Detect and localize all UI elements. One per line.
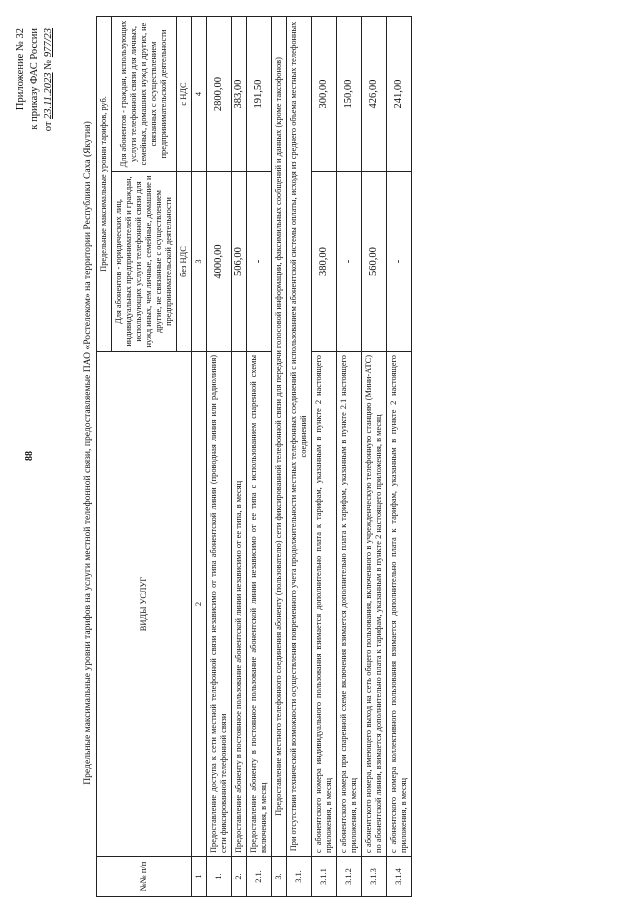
index-cell: 3 (192, 172, 207, 352)
row-service: с абонентского номера индивидуального пользования взимается дополнительно плата к тарифам, указанным в пункте 2 настоящего приложения, в месяц (312, 352, 337, 857)
appendix-date-line (42, 28, 56, 131)
row-price-with-vat: 150,00 (337, 16, 362, 171)
table-row (387, 16, 412, 896)
col-levels-header: Предельные максимальные уровни тарифов, руб. (97, 16, 112, 351)
row-number: 3.1.3 (362, 857, 387, 897)
header-row-1 (97, 16, 112, 896)
index-cell: 1 (192, 857, 207, 897)
row-price-no-vat: - (337, 172, 362, 352)
row-service: Предоставление абоненту в постоянное пользование абонентской линии независимо от ее типа, в месяц (232, 352, 247, 857)
index-row (192, 16, 207, 896)
col-citizens-header: Для абонентов - граждан, использующих услуги телефонной связи для личных, семейных, домашних нужд и других, не связанных с осуществлением предпринимательской деятельности (112, 16, 177, 171)
row-price-with-vat: 383,00 (232, 16, 247, 171)
sub-with-vat: с НДС (177, 16, 192, 171)
date-prefix: от (43, 121, 54, 132)
row-price-no-vat: 560,00 (362, 172, 387, 352)
index-cell: 2 (192, 352, 207, 857)
row-service: с абонентского номера при спаренной схеме включения взимается дополнительно плата к тарифам, указанным в пункте 2.1 настоящего приложения, в месяц (337, 352, 362, 857)
row-number: 1. (207, 857, 232, 897)
tariff-table (96, 16, 412, 897)
appendix-title: Приложение № 32 (15, 28, 26, 111)
handwritten-date: 23.11.2023 (43, 72, 54, 119)
table-row (232, 16, 247, 896)
row-number: 2.1. (247, 857, 272, 897)
section-number: 3. (272, 857, 287, 897)
index-cell: 4 (192, 16, 207, 171)
row-price-no-vat: 380,00 (312, 172, 337, 352)
table-row (312, 16, 337, 896)
row-service: Предоставление доступа к сети местной телефонной связи независимо от типа абонентской линии (проводная линия или радиолиния) сети фиксированной телефонной связи (207, 352, 232, 857)
col-legal-header: Для абонентов - юридических лиц, индивидуальных предпринимателей и граждан, использующих услуги телефонной связи для нужд иных, чем личные, семейные, домашние и другие, не связанные с осуществлением предпринимательской деятельности (112, 172, 177, 352)
page-number: 88 (24, 451, 35, 461)
section-number: 3.1. (287, 857, 312, 897)
row-price-with-vat: 241,00 (387, 16, 412, 171)
row-number: 3.1.4 (387, 857, 412, 897)
row-number: 2. (232, 857, 247, 897)
table-row (362, 16, 387, 896)
table-heading: Предельные максимальные уровни тарифов на услуги местной телефонной связи, предоставляемые ПАО «Ростелеком» на территории Республики Саха (Якутия) (82, 121, 93, 785)
section-text: Предоставление местного телефонного соединения абоненту (пользователю) сети фиксированной телефонной связи для передачи голосовой информации, факсимильных сообщений и данных (кроме таксофонов) (272, 16, 287, 856)
row-service: с абонентского номера коллективного пользования взимается дополнительно плата к тарифам, указанным в пункте 2 настоящего приложения, в месяц (387, 352, 412, 857)
row-price-with-vat: 426,00 (362, 16, 387, 171)
row-price-no-vat: - (387, 172, 412, 352)
row-price-with-vat: 300,00 (312, 16, 337, 171)
row-price-no-vat: 506,00 (232, 172, 247, 352)
row-service: с абонентского номера, имеющего выход на сеть общего пользования, включенного в учрежденческую телефонную станцию (Мини-АТС) по абонентской линии, взимается дополнительно плата к тарифам, указанным в пункте 2 настоящего приложения, в месяц (362, 352, 387, 857)
appendix-block (14, 28, 56, 131)
section-row (287, 16, 312, 896)
sub-no-vat: без НДС (177, 172, 192, 352)
col-no-header: №№ п/п (97, 857, 192, 897)
col-services-header: ВИДЫ УСЛУГ (97, 352, 192, 857)
table-row (207, 16, 232, 896)
table-row (247, 16, 272, 896)
row-price-no-vat: - (247, 172, 272, 352)
appendix-order: к приказу ФАС России (29, 28, 40, 130)
row-price-with-vat: 191,50 (247, 16, 272, 171)
row-price-with-vat: 2800,00 (207, 16, 232, 171)
row-number: 3.1.2 (337, 857, 362, 897)
section-text: При отсутствии технической возможности осуществления повременного учета продолжительности местных телефонных соединений с использованием абонентской системы оплаты, исходя из среднего объема местных телефонных соединений (287, 16, 312, 856)
row-service: Предоставление абоненту в постоянное пользование абонентской линии независимо от ее типа с использованием спаренной схемы включения, в месяц (247, 352, 272, 857)
row-price-no-vat: 4000,00 (207, 172, 232, 352)
row-number: 3.1.1 (312, 857, 337, 897)
section-row (272, 16, 287, 896)
table-row (337, 16, 362, 896)
handwritten-number: 977/23 (43, 28, 54, 58)
number-prefix: № (43, 59, 54, 70)
